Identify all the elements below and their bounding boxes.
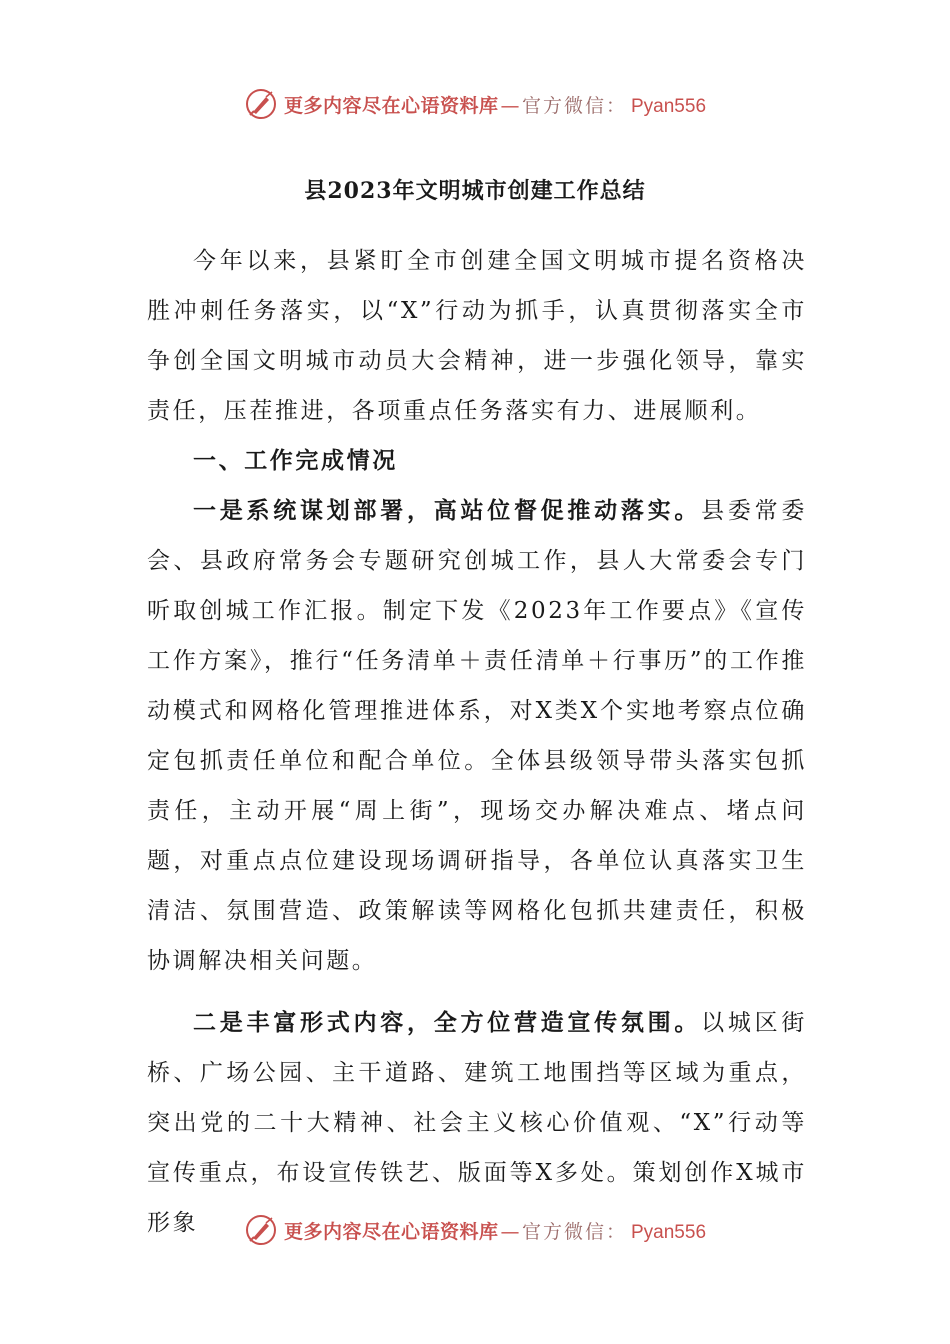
footer-banner-wechat-label: 官方微信：	[521, 1220, 627, 1243]
document-title: 县2023年文明城市创建工作总结	[304, 178, 646, 204]
footer-banner-wechat-id: Pyan556	[631, 1221, 707, 1243]
item2-body: 以城区街桥、广场公园、主干道路、建筑工地围挡等区域为重点，突出党的二十大精神、社会主义核心价值观、“X”行动等宣传重点，布设宣传铁艺、版面等X多处。策划创作X城市形象	[147, 1010, 807, 1236]
item1-lead: 一是系统谋划部署，高站位督促推动落实。	[193, 497, 702, 524]
quill-logo-icon	[244, 87, 278, 121]
footer-banner-main: 更多内容尽在心语资料库	[283, 1220, 499, 1243]
header-banner-text	[284, 91, 706, 118]
footer-banner-text	[284, 1217, 706, 1244]
header-banner-main: 更多内容尽在心语资料库	[283, 94, 499, 117]
intro-paragraph: 今年以来，县紧盯全市创建全国文明城市提名资格决胜冲刺任务落实，以“X”行动为抓手，认真贯彻落实全市争创全国文明城市动员大会精神，进一步强化领导，靠实责任，压茬推进，各项重点任务落实有力、进展顺利。	[147, 248, 807, 424]
document-body	[147, 236, 807, 1248]
header-banner-wechat-label: 官方微信：	[521, 94, 627, 117]
header-banner-dash: —	[500, 94, 520, 117]
item1-paragraph	[147, 486, 807, 986]
section-heading: 一、工作完成情况	[193, 447, 398, 474]
quill-logo-icon	[244, 1213, 278, 1247]
item2-lead: 二是丰富形式内容，全方位营造宣传氛围。	[193, 1009, 702, 1036]
footer-banner	[0, 1210, 950, 1250]
item1-body: 县委常委会、县政府常务会专题研究创城工作，县人大常委会专门听取创城工作汇报。制定下发《2023年工作要点》《宣传工作方案》，推行“任务清单＋责任清单＋行事历”的工作推动模式和网格化管理推进体系，对X类X个实地考察点位确定包抓责任单位和配合单位。全体县级领导带头落实包抓责任，主动开展“周上街”，现场交办解决难点、堵点问题，对重点点位建设现场调研指导，各单位认真落实卫生清洁、氛围营造、政策解读等网格化包抓共建责任，积极协调解决相关问题。	[147, 498, 807, 974]
footer-banner-dash: —	[500, 1220, 520, 1243]
header-banner	[0, 84, 950, 124]
header-banner-wechat-id: Pyan556	[631, 95, 707, 117]
